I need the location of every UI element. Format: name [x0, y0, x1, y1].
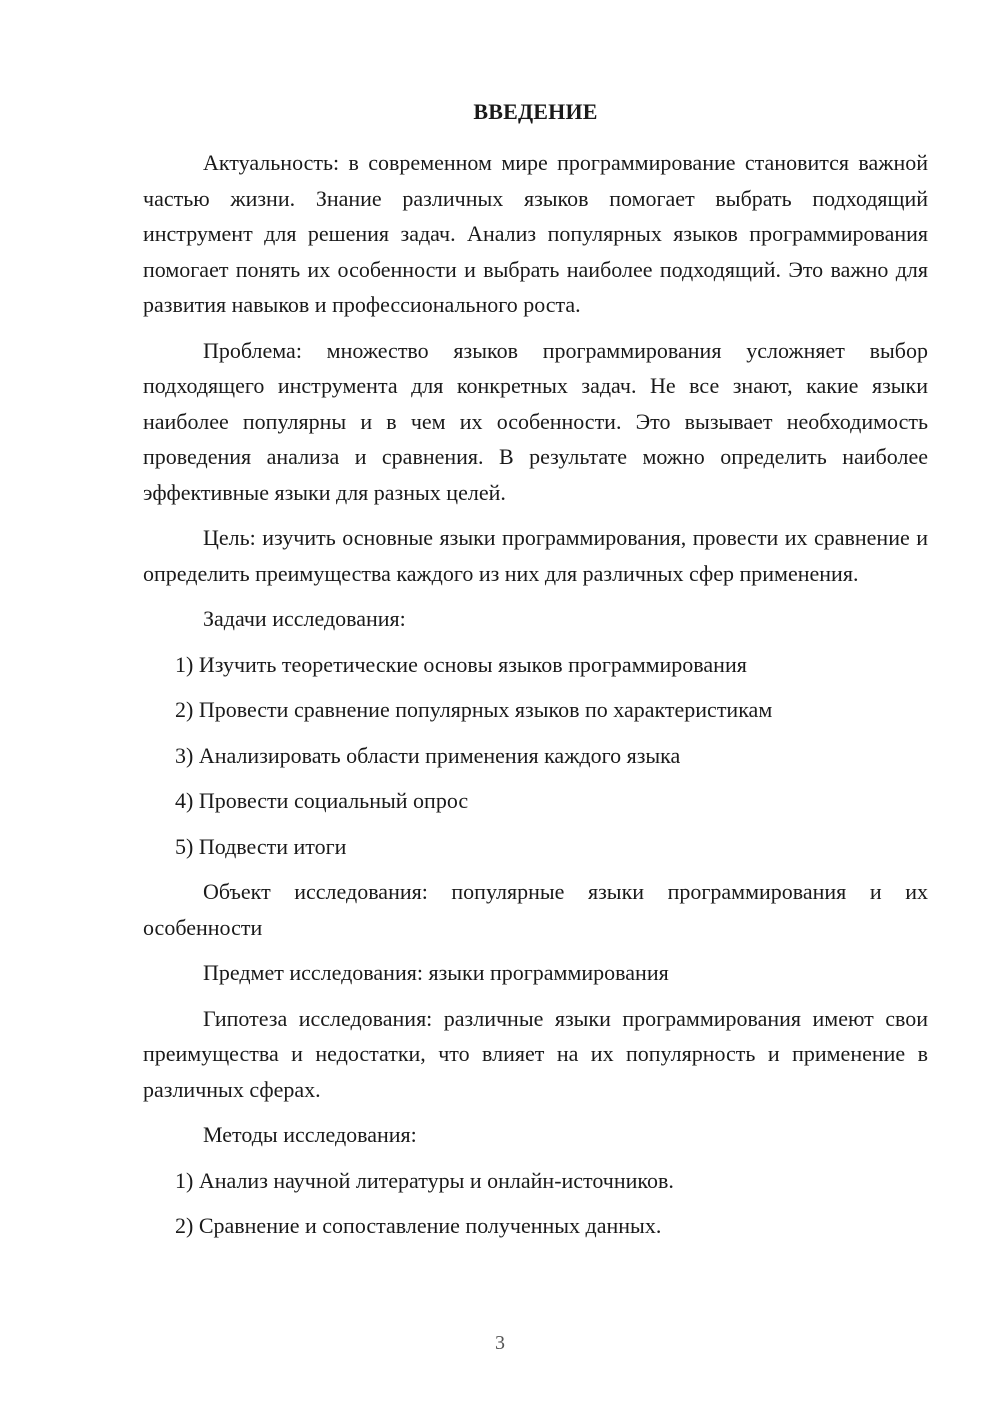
list-item: 3) Анализировать области применения каждого языка — [175, 742, 681, 768]
list-item: 2) Провести сравнение популярных языков по характеристикам — [175, 697, 773, 722]
hypothesis-paragraph: Гипотеза исследования: различные языки программирования имеют свои преимущества и недостатки, что влияет на их популярность и применение в различных сферах. — [143, 1005, 928, 1102]
methods-label: Методы исследования: — [203, 1122, 417, 1147]
list-item: 4) Провести социальный опрос — [175, 788, 469, 813]
page-number: 3 — [495, 1332, 505, 1354]
list-item: 5) Подвести итоги — [175, 833, 347, 859]
object-paragraph: Объект исследования: популярные языки программирования и их особенности — [143, 879, 928, 940]
problem-paragraph: Проблема: множество языков программирования усложняет выбор подходящего инструмента для конкретных задач. Не все знают, какие языки наиболее популярны и в чем их особенности. Это вызывает необходимость проведения анализа и сравнения. В результате можно определить наиболее эффективные языки для разных целей. — [143, 337, 928, 505]
methods-list — [143, 1163, 928, 1244]
list-item: 1) Изучить теоретические основы языков программирования — [175, 651, 747, 677]
document-page — [143, 92, 928, 1254]
section-heading: ВВЕДЕНИЕ — [473, 99, 598, 124]
list-item: 2) Сравнение и сопоставление полученных данных. — [175, 1213, 662, 1238]
relevance-paragraph: Актуальность: в современном мире программирование становится важной частью жизни. Знание различных языков помогает выбрать подходящий инструмент для решения задач. Анализ популярных языков программирования помогает понять их особенности и выбрать наиболее подходящий. Это важно для развития навыков и профессионального роста. — [143, 150, 928, 317]
tasks-list — [143, 647, 928, 865]
goal-paragraph: Цель: изучить основные языки программирования, провести их сравнение и определить преимущества каждого из них для различных сфер применения. — [143, 525, 928, 586]
list-item: 1) Анализ научной литературы и онлайн-источников. — [175, 1167, 674, 1193]
subject-paragraph: Предмет исследования: языки программирования — [203, 960, 669, 985]
tasks-label: Задачи исследования: — [203, 606, 406, 631]
